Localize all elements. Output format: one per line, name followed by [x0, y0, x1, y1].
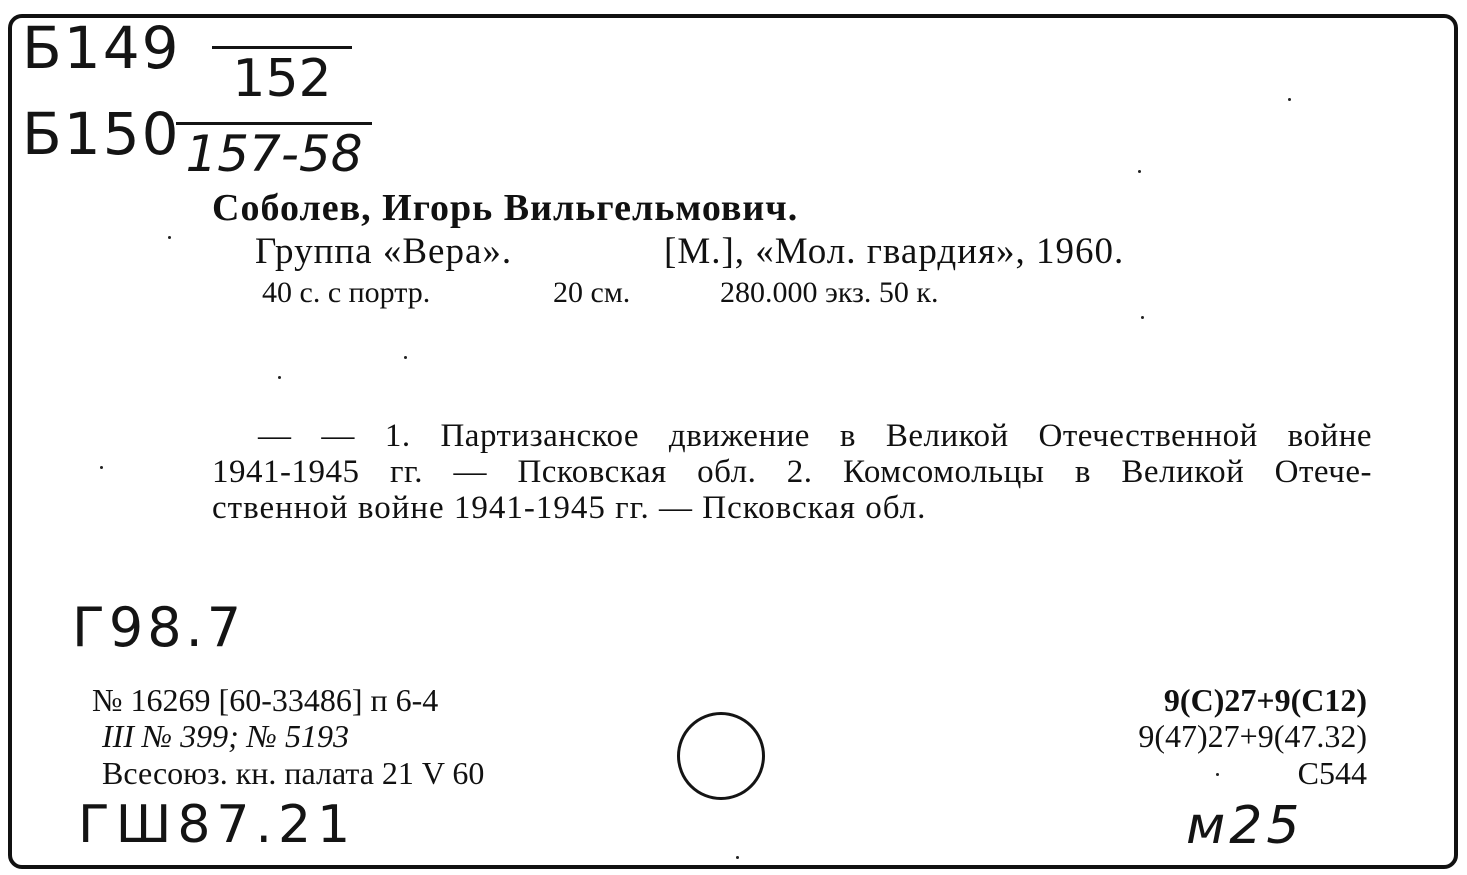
scan-speck	[1138, 170, 1141, 173]
classification-code-2: 9(47)27+9(47.32)	[1138, 718, 1367, 754]
handwritten-shelfmark-1-right: 152	[212, 46, 352, 109]
scan-speck	[1216, 773, 1219, 776]
book-size: 20 см.	[553, 276, 631, 309]
author-heading: Соболев, Игорь Вильгельмович.	[212, 187, 799, 229]
subject-line-1: — — 1. Партизанское движение в Великой Отечественной войне	[258, 418, 1372, 454]
scan-speck	[1141, 316, 1144, 319]
punch-hole	[677, 712, 765, 800]
handwritten-shelfmark-2-right: 157-58	[176, 122, 372, 183]
scan-speck	[1288, 98, 1291, 101]
handwritten-shelfmark-2-left: Б150	[22, 100, 181, 168]
author-mark: С544	[1297, 755, 1367, 791]
footer-series-number: III № 399; № 5193	[102, 718, 349, 754]
subject-line-3: ственной войне 1941-1945 гг. — Псковская обл.	[212, 490, 927, 526]
scan-speck	[736, 856, 739, 859]
scan-speck	[100, 466, 103, 469]
handwritten-mid-mark: Г98.7	[72, 596, 246, 659]
scan-speck	[278, 376, 281, 379]
imprint: [М.], «Мол. гвардия», 1960.	[664, 231, 1125, 272]
scan-speck	[404, 356, 407, 359]
handwritten-bottom-right-mark: м25	[1186, 796, 1304, 856]
copies-price: 280.000 экз. 50 к.	[720, 276, 939, 309]
handwritten-bottom-left-mark: ГШ87.21	[78, 795, 357, 855]
book-title: Группа «Вера».	[255, 231, 513, 272]
subject-line-2: 1941-1945 гг. — Псковская обл. 2. Комсомольцы в Великой Отече-	[212, 454, 1372, 490]
pagination: 40 с. с портр.	[262, 276, 431, 309]
footer-registration: № 16269 [60-33486] п 6-4	[92, 682, 439, 718]
scan-speck	[168, 236, 171, 239]
handwritten-shelfmark-1-left: Б149	[22, 14, 181, 82]
footer-chamber-date: Всесоюз. кн. палата 21 V 60	[102, 755, 485, 791]
classification-code-1: 9(С)27+9(С12)	[1163, 682, 1367, 718]
